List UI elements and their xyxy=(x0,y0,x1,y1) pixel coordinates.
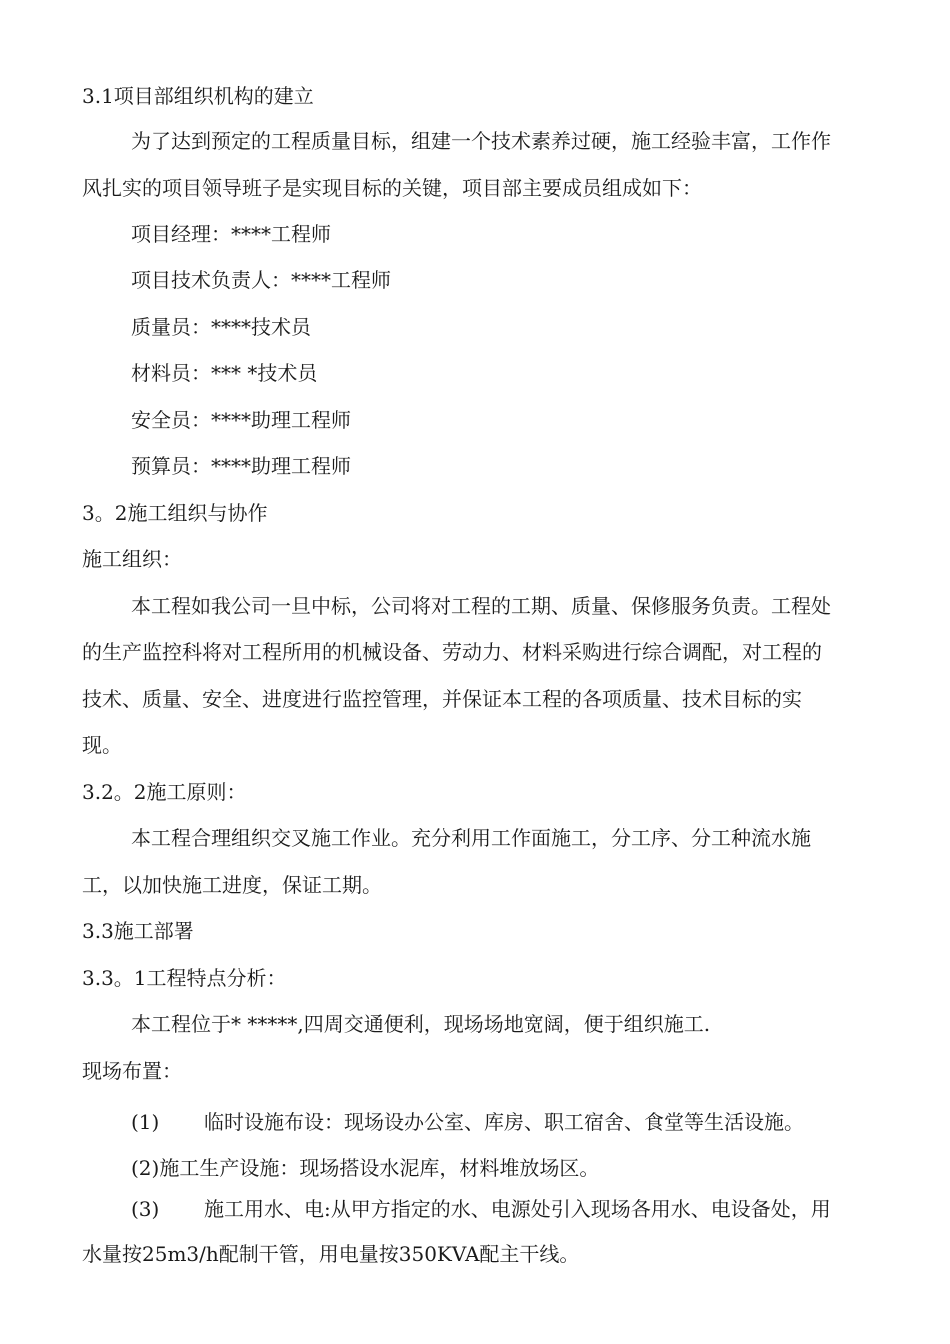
paragraph-line: 本工程位于* *****,四周交通便利，现场场地宽阔，便于组织施工. xyxy=(131,1012,711,1036)
paragraph-line: 现。 xyxy=(82,733,122,757)
member-item: 项目技术负责人：****工程师 xyxy=(131,268,391,292)
org-label: 施工组织： xyxy=(82,547,182,571)
section-3-2-heading: 3。2施工组织与协作 xyxy=(82,501,268,525)
paragraph-line: 工，以加快施工进度，保证工期。 xyxy=(82,873,382,897)
list-item-text: 施工用水、电:从甲方指定的水、电源处引入现场各用水、电设备处，用 xyxy=(204,1197,831,1221)
member-item: 预算员：****助理工程师 xyxy=(131,454,351,478)
list-item-number: (3) xyxy=(131,1197,160,1221)
section-3-3-1-heading: 3.3。1工程特点分析： xyxy=(82,966,287,990)
section-3-1-heading: 3.1项目部组织机构的建立 xyxy=(82,84,314,108)
list-item-number: (1) xyxy=(131,1110,160,1134)
section-3-3-heading: 3.3施工部署 xyxy=(82,919,194,943)
paragraph-line: 风扎实的项目领导班子是实现目标的关键，项目部主要成员组成如下： xyxy=(82,176,702,200)
paragraph-line: 的生产监控科将对工程所用的机械设备、劳动力、材料采购进行综合调配，对工程的 xyxy=(82,640,822,664)
paragraph-line: 为了达到预定的工程质量目标，组建一个技术素养过硬，施工经验丰富，工作作 xyxy=(131,129,831,153)
member-item: 质量员：****技术员 xyxy=(131,315,311,339)
list-item-text: 临时设施布设：现场设办公室、库房、职工宿舍、食堂等生活设施。 xyxy=(204,1110,804,1134)
list-item-text: (2)施工生产设施：现场搭设水泥库，材料堆放场区。 xyxy=(131,1156,600,1180)
site-label: 现场布置： xyxy=(82,1059,182,1083)
paragraph-line: 本工程合理组织交叉施工作业。充分利用工作面施工，分工序、分工种流水施 xyxy=(131,826,811,850)
list-item-text: 水量按25m3/h配制干管，用电量按350KVA配主干线。 xyxy=(82,1242,580,1266)
paragraph-line: 本工程如我公司一旦中标，公司将对工程的工期、质量、保修服务负责。工程处 xyxy=(131,594,831,618)
paragraph-line: 技术、质量、安全、进度进行监控管理，并保证本工程的各项质量、技术目标的实 xyxy=(82,687,802,711)
member-item: 安全员：****助理工程师 xyxy=(131,408,351,432)
member-item: 项目经理：****工程师 xyxy=(131,222,331,246)
section-3-2-2-heading: 3.2。2施工原则： xyxy=(82,780,247,804)
member-item: 材料员：*** *技术员 xyxy=(131,361,318,385)
